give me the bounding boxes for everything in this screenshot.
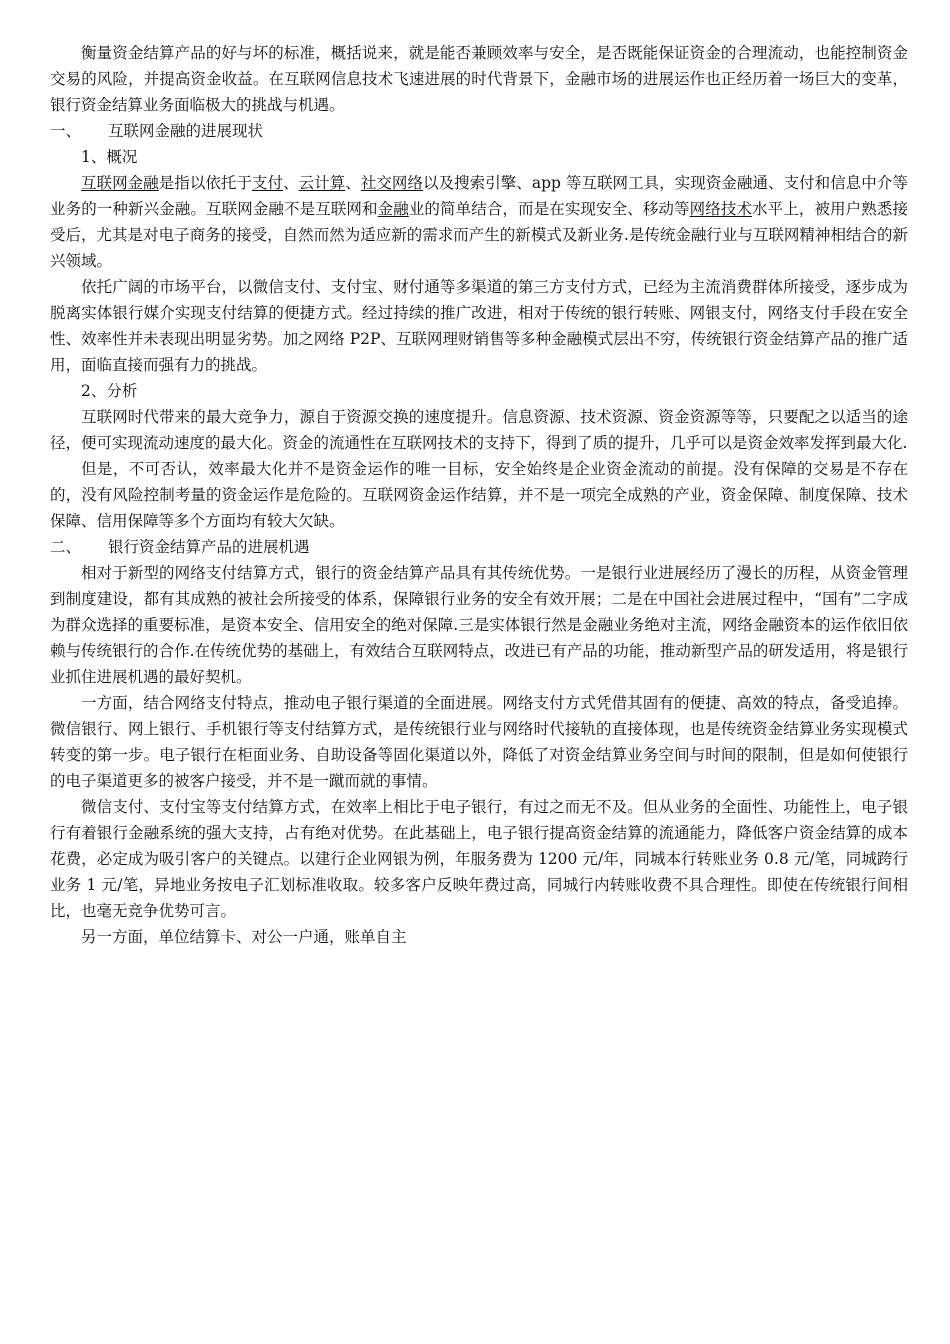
document-page: [50, 40, 908, 950]
section-number-1: 一、: [50, 122, 82, 140]
text-run: 是指以依托于: [158, 174, 253, 192]
paragraph-opportunity-2: 一方面，结合网络支付特点，推动电子银行渠道的全面进展。网络支付方式凭借其固有的便捷、高效的特点，备受追捧。微信银行、网上银行、手机银行等支付结算方式，是传统银行业与网络时代接轨的直接体现，也是传统资金结算业务实现模式转变的第一步。电子银行在柜面业务、自助设备等固化渠道以外，降低了对资金结算业务空间与时间的限制，但是如何使银行的电子渠道更多的被客户接受，并不是一蹴而就的事情。: [50, 694, 908, 790]
paragraph-overview-1: [50, 170, 908, 274]
subheading-overview: 1、概况: [81, 148, 138, 166]
paragraph-opportunity-3: 微信支付、支付宝等支付结算方式，在效率上相比于电子银行，有过之而无不及。但从业务的全面性、功能性上，电子银行有着银行金融系统的强大支持，占有绝对优势。在此基础上，电子银行提高资金结算的流通能力，降低客户资金结算的成本花费，必定成为吸引客户的关键点。以建行企业网银为例，年服务费为 1200 元/年，同城本行转账业务 0.8 元/笔，同城跨行业务 1 元/笔，异地业务按电子汇划标准收取。较多客户反映年费过高，同城行内转账收费不具合理性。即使在传统银行间相比，也毫无竞争优势可言。: [50, 798, 908, 920]
link-internet-finance[interactable]: 互联网金融: [81, 174, 159, 192]
subheading-analysis: 2、分析: [81, 382, 138, 400]
intro-paragraph: 衡量资金结算产品的好与坏的标准，概括说来，就是能否兼顾效率与安全，是否既能保证资金的合理流动，也能控制资金交易的风险，并提高资金收益。在互联网信息技术飞速进展的时代背景下，金融市场的进展运作也正经历着一场巨大的变革，银行资金结算业务面临极大的挑战与机遇。: [50, 44, 908, 114]
section-title-2: 银行资金结算产品的进展机遇: [108, 538, 310, 556]
text-run: 、: [345, 174, 361, 192]
text-run: 水平上，被用户熟悉接受后，尤其是对电子商务的接受，自然而然为适应新的需求而产生的新模式及新业务.是传统金融行业与互联网精神相结合的新兴领域。: [50, 200, 908, 270]
link-network-technology[interactable]: 网络技术: [689, 200, 753, 218]
paragraph-opportunity-1: 相对于新型的网络支付结算方式，银行的资金结算产品具有其传统优势。一是银行业进展经历了漫长的历程，从资金管理到制度建设，都有其成熟的被社会所接受的体系，保障银行业务的安全有效开展；二是在中国社会进展过程中，“国有”二字成为群众选择的重要标准，是资本安全、信用安全的绝对保障.三是实体银行然是金融业务绝对主流，网络金融资本的运作依旧依赖与传统银行的合作.在传统优势的基础上，有效结合互联网特点，改进已有产品的功能，推动新型产品的研发适用，将是银行业抓住进展机遇的最好契机。: [50, 564, 908, 686]
section-number-2: 二、: [50, 538, 82, 556]
link-payment[interactable]: 支付: [252, 174, 284, 192]
section-heading-1: [50, 118, 908, 144]
link-social-network[interactable]: 社交网络: [360, 174, 424, 192]
link-cloud-computing[interactable]: 云计算: [298, 174, 346, 192]
text-run: 、: [283, 174, 299, 192]
link-finance[interactable]: 金融: [377, 200, 409, 218]
paragraph-analysis-1: 互联网时代带来的最大竞争力，源自于资源交换的速度提升。信息资源、技术资源、资金资源等等，只要配之以适当的途径，便可实现流动速度的最大化。资金的流通性在互联网技术的支持下，得到了质的提升，几乎可以是资金效率发挥到最大化.: [50, 408, 908, 452]
text-run: 业的简单结合，而是在实现安全、移动等: [408, 200, 690, 218]
text-run: 以及搜索引擎、app 等互联网工具，实现资金融通、支付和信息中介等业务的一种新兴金融。互联网金融不是互联网和: [50, 174, 908, 218]
section-title-1: 互联网金融的进展现状: [108, 122, 264, 140]
paragraph-analysis-2: 但是，不可否认，效率最大化并不是资金运作的唯一目标，安全始终是企业资金流动的前提。没有保障的交易是不存在的，没有风险控制考量的资金运作是危险的。互联网资金运作结算，并不是一项完全成熟的产业，资金保障、制度保障、技术保障、信用保障等多个方面均有较大欠缺。: [50, 460, 908, 530]
section-heading-2: [50, 534, 908, 560]
paragraph-overview-2: 依托广阔的市场平台，以微信支付、支付宝、财付通等多渠道的第三方支付方式，已经为主流消费群体所接受，逐步成为脱离实体银行媒介实现支付结算的便捷方式。经过持续的推广改进，相对于传统的银行转账、网银支付，网络支付手段在安全性、效率性并未表现出明显劣势。加之网络 P2P、互联网理财销售等多种金融模式层出不穷，传统银行资金结算产品的推广适用，面临直接而强有力的挑战。: [50, 278, 908, 374]
paragraph-opportunity-4: 另一方面，单位结算卡、对公一户通，账单自主: [81, 928, 407, 946]
